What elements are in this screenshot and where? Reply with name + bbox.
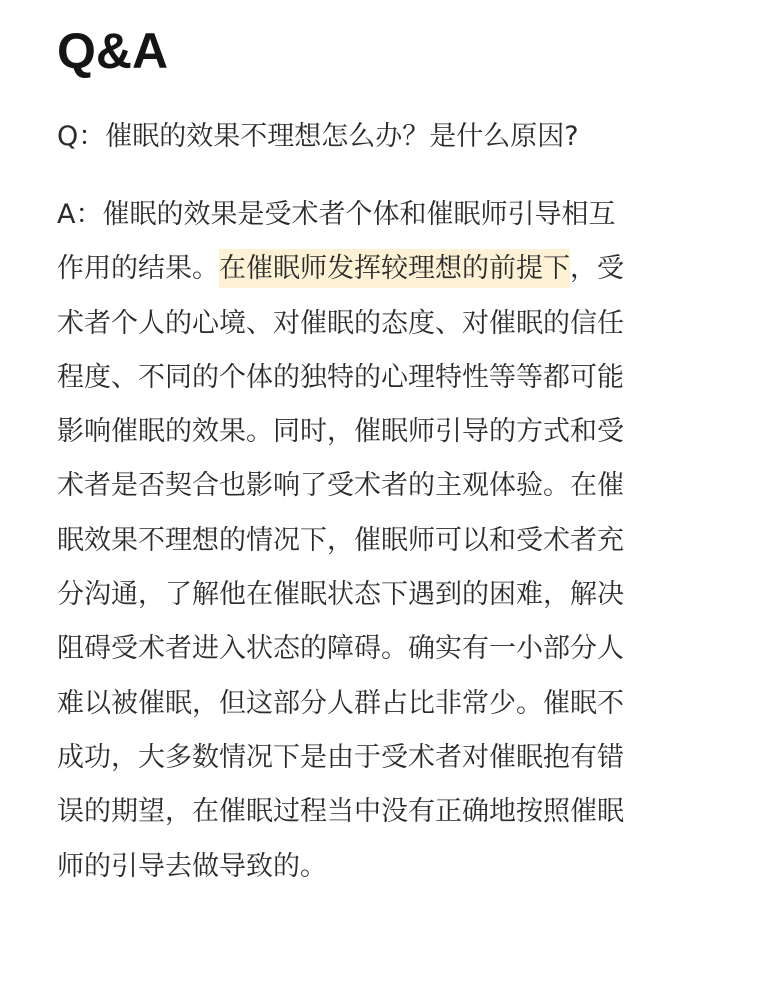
answer-line: 影响催眠的效果。同时，催眠师引导的方式和受	[57, 416, 624, 448]
page-title: Q&A	[57, 23, 169, 79]
answer-text	[57, 188, 727, 894]
answer-line: 成功，大多数情况下是由于受术者对催眠抱有错	[57, 741, 624, 773]
highlighted-text: 在催眠师发挥较理想的前提下	[219, 249, 570, 288]
qa-article	[57, 0, 727, 894]
answer-line: 分沟通，了解他在催眠状态下遇到的困难，解决	[57, 579, 624, 611]
answer-line: 眠效果不理想的情况下，催眠师可以和受术者充	[57, 524, 624, 556]
answer-line: 师的引导去做导致的。	[57, 850, 327, 882]
answer-line: 误的期望，在催眠过程当中没有正确地按照催眠	[57, 796, 624, 828]
answer-line: A：催眠的效果是受术者个体和催眠师引导相互	[57, 199, 616, 230]
question-text: Q：催眠的效果不理想怎么办？是什么原因?	[57, 121, 579, 152]
answer-line-segment: 作用的结果。	[57, 253, 219, 285]
answer-line: 程度、不同的个体的独特的心理特性等等都可能	[57, 361, 624, 393]
answer-line-segment: ，受	[570, 253, 624, 285]
answer-line: 阻碍受术者进入状态的障碍。确实有一小部分人	[57, 633, 624, 665]
answer-line: 术者是否契合也影响了受术者的主观体验。在催	[57, 470, 624, 502]
answer-line: 术者个人的心境、对催眠的态度、对催眠的信任	[57, 307, 624, 339]
answer-line	[57, 242, 727, 296]
answer-line: 难以被催眠，但这部分人群占比非常少。催眠不	[57, 687, 624, 719]
